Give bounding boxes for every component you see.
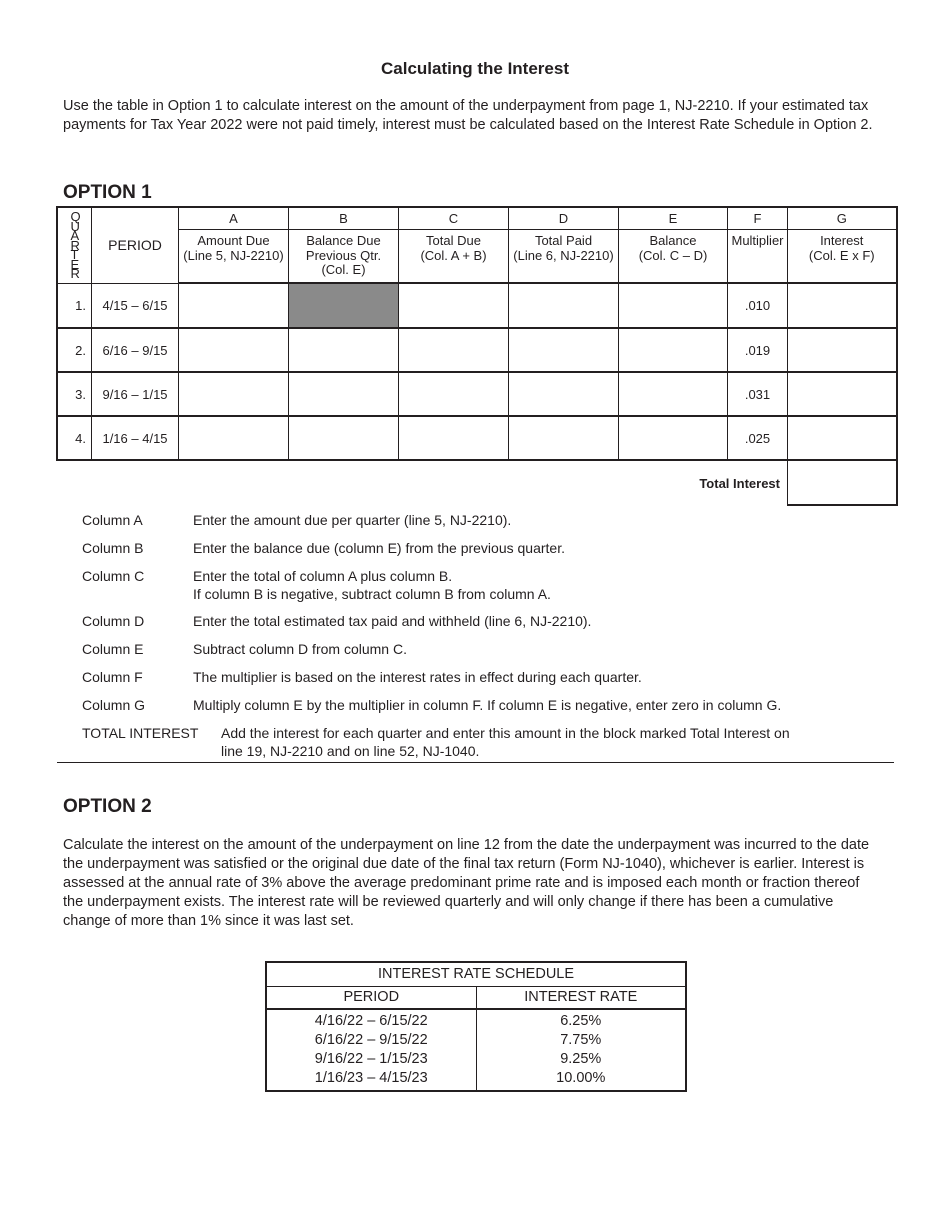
instr-a-text: Enter the amount due per quarter (line 5, NJ-2210). [193, 512, 512, 528]
instr-b-label: Column B [82, 540, 144, 556]
option1-heading: OPTION 1 [63, 182, 152, 203]
row-3-col-b-input[interactable] [289, 372, 399, 416]
row-1-col-d-input[interactable] [509, 283, 619, 328]
col-d-desc [509, 230, 619, 284]
row-2-period: 6/16 – 9/15 [92, 328, 179, 372]
instr-g-text: Multiply column E by the multiplier in column F. If column E is negative, enter zero in column G. [193, 697, 782, 713]
schedule-period-1: 4/16/22 – 6/15/22 [314, 1013, 428, 1029]
instr-d-label: Column D [82, 613, 145, 629]
col-d-desc-2: (Line 6, NJ-2210) [513, 247, 614, 263]
col-e-desc-2: (Col. C – D) [638, 247, 708, 263]
row-3-col-g-input[interactable] [788, 372, 897, 416]
row-4-multiplier: .025 [728, 416, 788, 460]
schedule-rates [476, 1009, 686, 1091]
row-2-number: 2. [57, 328, 92, 372]
col-e-desc-1: Balance [649, 233, 697, 248]
col-c-letter: C [399, 207, 509, 230]
row-2-col-b-input[interactable] [289, 328, 399, 372]
total-interest-input[interactable] [788, 460, 897, 505]
instr-f-text: The multiplier is based on the interest rates in effect during each quarter. [193, 669, 642, 685]
row-3-period: 9/16 – 1/15 [92, 372, 179, 416]
row-4-col-b-input[interactable] [289, 416, 399, 460]
col-d-letter: D [509, 207, 619, 230]
instr-c-text-1: Enter the total of column A plus column B. [193, 568, 453, 584]
row-4-number: 4. [57, 416, 92, 460]
row-4-col-e-input[interactable] [619, 416, 728, 460]
col-a-desc [179, 230, 289, 284]
col-a-desc-2: (Line 5, NJ-2210) [183, 247, 284, 263]
schedule-period-3: 9/16/22 – 1/15/23 [314, 1051, 428, 1067]
col-b-letter: B [289, 207, 399, 230]
schedule-period-2: 6/16/22 – 9/15/22 [314, 1032, 428, 1048]
row-3-col-e-input[interactable] [619, 372, 728, 416]
instr-c-text-2: If column B is negative, subtract column B from column A. [193, 586, 551, 602]
schedule-period-4: 1/16/23 – 4/15/23 [314, 1070, 428, 1086]
row-3-col-d-input[interactable] [509, 372, 619, 416]
row-2-multiplier: .019 [728, 328, 788, 372]
col-a-desc-1: Amount Due [197, 233, 270, 248]
row-4-col-c-input[interactable] [399, 416, 509, 460]
instr-f-label: Column F [82, 669, 143, 685]
row-2-col-g-input[interactable] [788, 328, 897, 372]
col-f-desc [728, 230, 788, 284]
total-interest-label: Total Interest [699, 475, 780, 491]
col-e-desc [619, 230, 728, 284]
quarter-label-vertical: QUARTER [70, 209, 81, 281]
row-4-col-g-input[interactable] [788, 416, 897, 460]
instr-g-label: Column G [82, 697, 146, 713]
col-b-desc-3: (Col. E) [321, 262, 366, 277]
option2-heading: OPTION 2 [63, 796, 152, 817]
interest-calculation-table [56, 206, 898, 506]
row-2-col-c-input[interactable] [399, 328, 509, 372]
instr-e-text: Subtract column D from column C. [193, 641, 407, 657]
schedule-rate-3: 9.25% [560, 1051, 602, 1067]
row-1-multiplier: .010 [728, 283, 788, 328]
row-1-col-e-input[interactable] [619, 283, 728, 328]
instr-a-label: Column A [82, 512, 143, 528]
col-g-letter: G [788, 207, 897, 230]
col-c-desc [399, 230, 509, 284]
row-3-col-a-input[interactable] [179, 372, 289, 416]
col-b-desc [289, 230, 399, 284]
col-f-letter: F [728, 207, 788, 230]
col-g-desc [788, 230, 897, 284]
row-1-col-b-shaded [289, 283, 399, 328]
row-3-col-c-input[interactable] [399, 372, 509, 416]
instr-c-label: Column C [82, 568, 145, 584]
intro-paragraph: Use the table in Option 1 to calculate interest on the amount of the underpayment from page 1, NJ-2210. If your estimated tax payments for Tax Year 2022 were not paid timely, interest must be calculated based on the Interest Rate Schedule in Option 2. [63, 98, 873, 133]
row-4-period: 1/16 – 4/15 [92, 416, 179, 460]
schedule-title: INTEREST RATE SCHEDULE [266, 962, 686, 986]
row-1-period: 4/15 – 6/15 [92, 283, 179, 328]
row-1-col-g-input[interactable] [788, 283, 897, 328]
col-d-desc-1: Total Paid [534, 233, 593, 248]
col-c-desc-1: Total Due [426, 233, 481, 248]
col-g-desc-1: Interest [820, 233, 864, 248]
schedule-rate-2: 7.75% [560, 1032, 602, 1048]
row-4-col-a-input[interactable] [179, 416, 289, 460]
schedule-rate-header: INTEREST RATE [476, 986, 686, 1009]
instr-b-text: Enter the balance due (column E) from the previous quarter. [193, 540, 565, 556]
instr-d-text: Enter the total estimated tax paid and withheld (line 6, NJ-2210). [193, 613, 592, 629]
interest-rate-schedule-table [265, 961, 687, 1092]
col-b-desc-2: Previous Qtr. [305, 247, 382, 263]
schedule-period-header: PERIOD [266, 986, 476, 1009]
quarter-header [57, 207, 92, 283]
row-4-col-d-input[interactable] [509, 416, 619, 460]
row-2-col-d-input[interactable] [509, 328, 619, 372]
schedule-rate-4: 10.00% [556, 1070, 606, 1086]
row-1-number: 1. [57, 283, 92, 328]
col-c-desc-2: (Col. A + B) [420, 247, 487, 263]
instr-total-label: TOTAL INTEREST [82, 725, 199, 741]
period-header: PERIOD [92, 207, 179, 283]
instr-total-text-1: Add the interest for each quarter and enter this amount in the block marked Total Interest on [221, 725, 790, 741]
section-divider [57, 762, 894, 763]
col-a-letter: A [179, 207, 289, 230]
row-2-col-e-input[interactable] [619, 328, 728, 372]
row-3-multiplier: .031 [728, 372, 788, 416]
schedule-rate-1: 6.25% [560, 1013, 602, 1029]
col-e-letter: E [619, 207, 728, 230]
row-1-col-a-input[interactable] [179, 283, 289, 328]
row-1-col-c-input[interactable] [399, 283, 509, 328]
col-b-desc-1: Balance Due [306, 233, 381, 248]
instr-e-label: Column E [82, 641, 144, 657]
instr-total-text-2: line 19, NJ-2210 and on line 52, NJ-1040. [221, 743, 480, 759]
col-f-desc-1: Multiplier [731, 233, 784, 248]
schedule-periods [266, 1009, 476, 1091]
row-2-col-a-input[interactable] [179, 328, 289, 372]
col-g-desc-2: (Col. E x F) [808, 247, 875, 263]
option2-paragraph: Calculate the interest on the amount of the underpayment on line 12 from the date the underpayment was incurred to the date the underpayment was satisfied or the original due date of the final tax return (Form NJ-1040), whichever is earlier. Interest is assessed at the annual rate of 3% above the average predominant prime rate and is imposed each month or fraction thereof the underpayment exists. The interest rate will be reviewed quarterly and will only change if there has been a cumulative change of more than 1% since it was last set. [63, 837, 870, 929]
page-title: Calculating the Interest [381, 59, 569, 78]
row-3-number: 3. [57, 372, 92, 416]
